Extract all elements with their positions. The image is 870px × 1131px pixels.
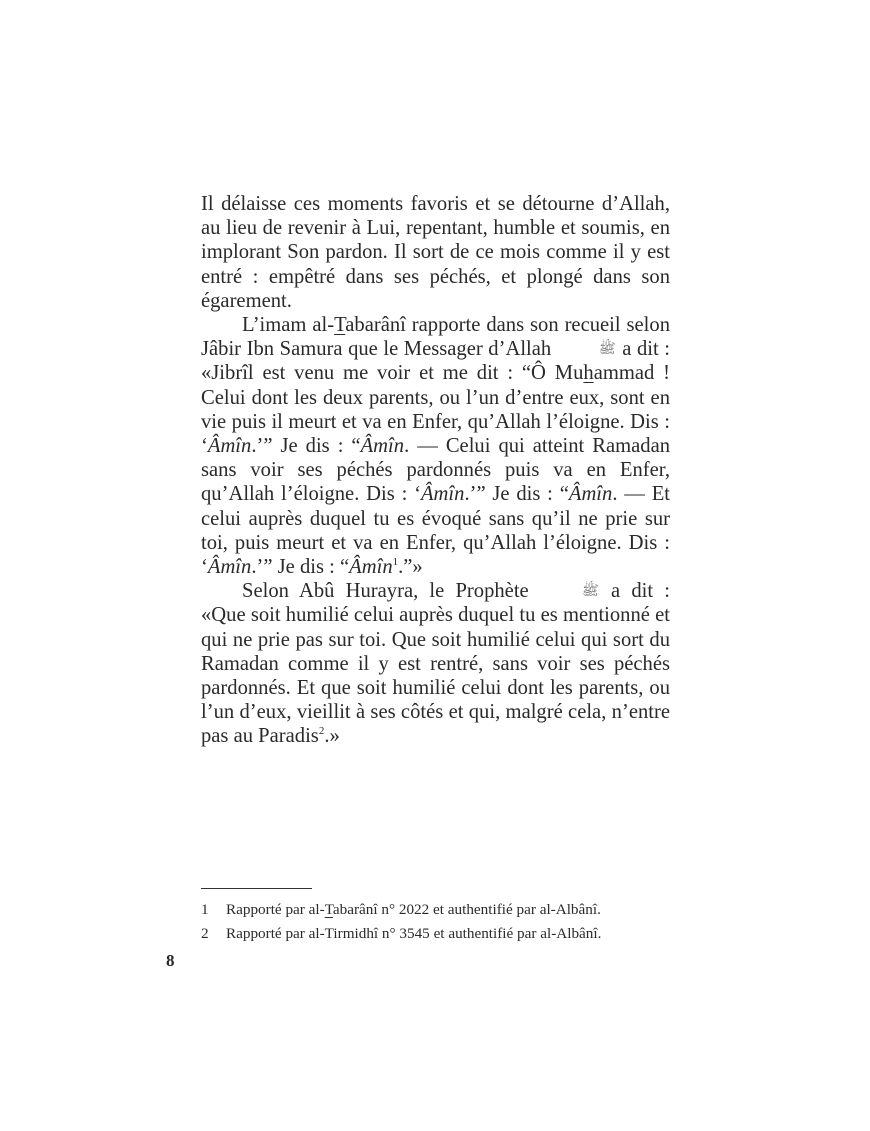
transliteration-letter: T [324, 901, 333, 918]
paragraph-1 [201, 192, 670, 313]
text-run: .’” Je dis : “ [251, 556, 350, 579]
footnote-number: 2 [201, 924, 209, 942]
footnotes [201, 898, 681, 945]
italic-term: Âmîn [568, 483, 613, 506]
salawat-glyph-icon: ﷺ [598, 342, 616, 358]
footnote-2 [201, 922, 681, 946]
text-run: .’” Je dis : “ [464, 483, 569, 506]
text-run: .”» [398, 556, 423, 579]
paragraph-3 [201, 579, 670, 748]
text-run: abarânî rapporte dans son recueil selon Jâbir Ibn Samura que le Messager d’Allah [201, 314, 670, 361]
text-run: L’imam al- [242, 314, 335, 337]
italic-term: Âmîn [207, 435, 252, 458]
text-run: . — Et celui auprès duquel tu es évoqué sans qu’il ne prie sur toi, puis meurt et va en Enfer, qu’Allah l’éloigne. Dis : ‘ [201, 483, 670, 579]
italic-term: Âmîn [420, 483, 465, 506]
footnote-reference: 2 [318, 725, 325, 738]
italic-term: Âmîn [349, 556, 393, 579]
text-run: a dit : «Jibrîl est venu me voir et me dit : “Ô Mu [201, 338, 670, 385]
italic-term: Âmîn [360, 435, 405, 458]
footnote-number: 1 [201, 901, 209, 918]
paragraph-2 [201, 313, 670, 579]
body-text [201, 192, 670, 749]
salawat-glyph-icon: ﷺ [581, 584, 599, 600]
text-run: .» [324, 725, 340, 748]
transliteration-letter: h [583, 362, 594, 385]
text-run: Rapporté par al- [226, 901, 325, 918]
text-run: Rapporté par al-Tirmidhî n° 3545 et authentifié par al-Albânî. [226, 924, 602, 942]
page-number: 8 [166, 951, 175, 970]
text-run: ammad ! Celui dont les deux parents, ou l’un d’entre eux, sont en vie puis il meurt et va en Enfer, qu’Allah l’éloigne. Dis : ‘ [201, 362, 671, 458]
footnote-text [226, 925, 601, 942]
text-run: abarânî n° 2022 et authentifié par al-Albânî. [332, 901, 601, 918]
transliteration-letter: T [334, 314, 346, 337]
italic-term: Âmîn [207, 556, 252, 579]
footnote-text [226, 901, 601, 918]
footnote-1 [201, 898, 681, 922]
footnote-reference: 1 [392, 556, 399, 569]
footnote-separator [201, 888, 312, 889]
text-run: Selon Abû Hurayra, le Prophète [242, 580, 540, 603]
text-run: .’” Je dis : “ [251, 435, 361, 458]
text-run: a dit : «Que soit humilié celui auprès duquel tu es mentionné et qui ne prie pas sur toi. Que soit humilié celui qui sort du Ramadan comme il y est rentré, sans voir ses péchés pardonnés. Et que soit humilié celui dont les parents, ou l’un d’eux, vieillit à ses côtés et qui, malgré cela, n’entre pas au Paradis [201, 580, 670, 748]
text-run: . — Celui qui atteint Ramadan sans voir ses péchés pardonnés puis va en Enfer, qu’Allah l’éloigne. Dis : ‘ [201, 435, 671, 506]
text-run: Il délaisse ces moments favoris et se détourne d’Allah, au lieu de revenir à Lui, repentant, humble et soumis, en implorant Son pardon. Il sort de ce mois comme il y est entré : empêtré dans ses péchés, et plongé dans son égarement. [201, 193, 670, 312]
